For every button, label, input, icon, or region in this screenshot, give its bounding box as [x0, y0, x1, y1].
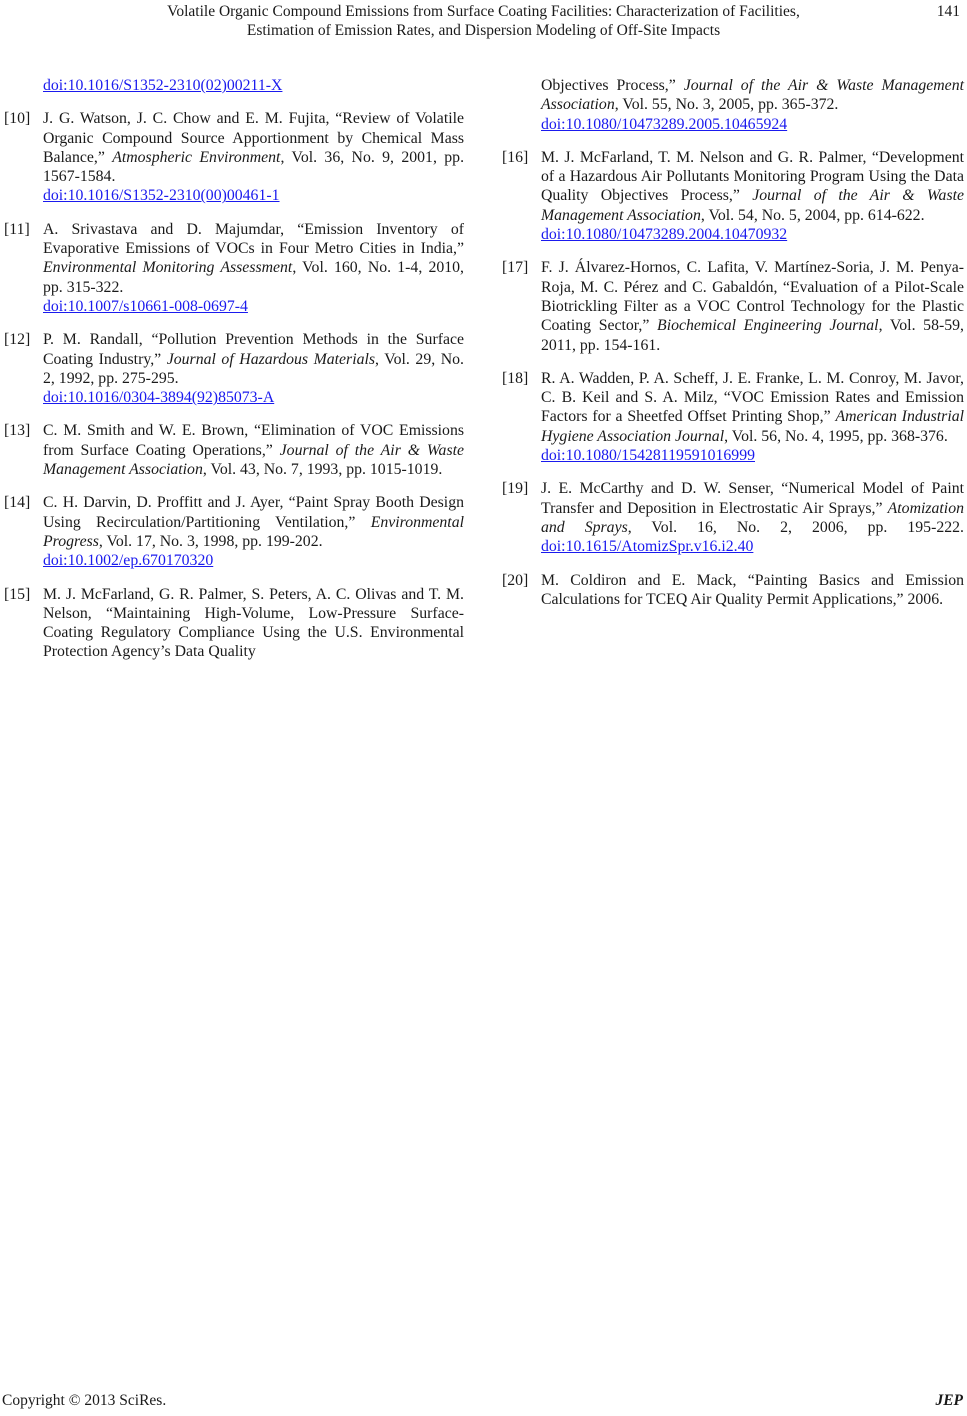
- reference-text: M. J. McFarland, G. R. Palmer, S. Peters, A. C. Olivas and T. M. Nelson, “Maintaining High-Volume, Low-Pressure Surface-Coating Regulatory Compliance Using the U.S. Environmental Protection Agency’s Data Quality: [43, 585, 464, 661]
- reference-body: [541, 258, 964, 354]
- page-footer: [0, 1392, 967, 1412]
- reference-text: R. A. Wadden, P. A. Scheff, J. E. Franke, L. M. Conroy, M. Javor, C. B. Keil and S. A. Milz, “VOC Emission Rates and Emission Factors for a Sheetfed Offset Printing Shop,”: [541, 369, 964, 426]
- left-column: [4, 76, 464, 676]
- reference-entry: [502, 258, 964, 354]
- reference-number: [10]: [4, 110, 31, 128]
- reference-body: [541, 571, 964, 610]
- reference-details: , Vol. 16, No. 2, 2006, pp. 195-222.: [627, 518, 964, 536]
- reference-body: [43, 330, 464, 407]
- continued-reference-doi: [4, 76, 464, 95]
- reference-details: , Vol. 36, No. 9, 2001, pp. 1567-1584.: [43, 148, 465, 186]
- doi-link[interactable]: doi:10.1016/S1352-2310(02)00211-X: [43, 77, 283, 94]
- reference-number: [11]: [4, 220, 30, 238]
- reference-number: [17]: [502, 259, 529, 277]
- reference-text: F. J. Álvarez-Hornos, C. Lafita, V. Martínez-Soria, J. M. Penya-Roja, M. C. Pérez and C. Gabaldón, “Evaluation of a Pilot-Scale Biotrickling Filter as a VOC Control Technology for the Plastic Coating Sector,”: [541, 259, 964, 335]
- reference-details: , Vol. 43, No. 7, 1993, pp. 1015-1019.: [202, 461, 443, 479]
- reference-number: [12]: [4, 331, 31, 349]
- reference-details: , Vol. 56, No. 4, 1995, pp. 368-376.: [724, 427, 948, 445]
- reference-journal: Journal of the Air & Waste Management Association: [541, 77, 964, 114]
- reference-details: , Vol. 160, No. 1-4, 2010, pp. 315-322.: [43, 259, 465, 296]
- reference-journal: Atmospheric Environment: [112, 148, 281, 166]
- right-column: [502, 76, 964, 623]
- doi-link[interactable]: doi:10.1080/10473289.2004.10470932: [541, 226, 788, 244]
- doi-link[interactable]: doi:10.1080/10473289.2005.10465924: [541, 115, 788, 133]
- reference-journal: Journal of the Air & Waste Management Association: [43, 441, 464, 479]
- reference-number: [15]: [4, 585, 31, 603]
- copyright-notice: Copyright © 2013 SciRes.: [2, 1392, 167, 1409]
- reference-journal: Atomization and Sprays: [541, 499, 964, 536]
- doi-link[interactable]: doi:10.1016/S1352-2310(00)00461-1: [43, 187, 280, 205]
- reference-journal: Journal of Hazardous Materials: [166, 350, 376, 368]
- reference-entry: [502, 369, 964, 465]
- reference-body: [43, 220, 464, 316]
- reference-details: , Vol. 54, No. 5, 2004, pp. 614-622.: [700, 206, 925, 224]
- doi-link[interactable]: doi:10.1002/ep.670170320: [43, 552, 214, 570]
- reference-details: , Vol. 55, No. 3, 2005, pp. 365-372.: [614, 96, 839, 114]
- reference-number: [16]: [502, 148, 529, 166]
- reference-text: M. J. McFarland, T. M. Nelson and G. R. Palmer, “Development of a Hazardous Air Pollutants Monitoring Program Using the Data Quality Objectives Process,”: [541, 148, 964, 205]
- reference-details: , Vol. 58-59, 2011, pp. 154-161.: [541, 317, 964, 354]
- reference-text: A. Srivastava and D. Majumdar, “Emission Inventory of Evaporative Emissions of VOCs in Four Metro Cities in India,”: [43, 220, 464, 258]
- reference-entry: [4, 220, 464, 316]
- reference-entry: [502, 479, 964, 556]
- header-title-line-1: Volatile Organic Compound Emissions from Surface Coating Facilities: Characterization of Facilities,: [167, 3, 800, 20]
- reference-number: [14]: [4, 494, 31, 512]
- reference-journal: Environmental Progress: [43, 513, 464, 550]
- doi-link[interactable]: doi:10.1016/0304-3894(92)85073-A: [43, 389, 275, 407]
- reference-details: , Vol. 29, No. 2, 1992, pp. 275-295.: [43, 350, 464, 387]
- reference-number: [13]: [4, 422, 31, 440]
- reference-number: [19]: [502, 480, 529, 498]
- reference-text: J. G. Watson, J. C. Chow and E. M. Fujita, “Review of Volatile Organic Compound Source Apportionment by Chemical Mass Balance,”: [43, 110, 464, 166]
- doi-link[interactable]: doi:10.1007/s10661-008-0697-4: [43, 297, 248, 315]
- journal-abbreviation: JEP: [935, 1392, 963, 1409]
- reference-body: [43, 109, 464, 205]
- reference-journal: Journal of the Air & Waste Management Association: [541, 187, 964, 224]
- reference-text: C. H. Darvin, D. Proffitt and J. Ayer, “Paint Spray Booth Design Using Recirculation/Partitioning Ventilation,”: [43, 494, 464, 531]
- reference-body: [541, 148, 964, 244]
- reference-list-left: [4, 109, 464, 661]
- page-number: 141: [936, 3, 960, 20]
- reference-body: [43, 421, 464, 479]
- reference-body: [43, 585, 464, 662]
- doi-link[interactable]: doi:10.1080/15428119591016999: [541, 447, 755, 465]
- reference-entry: [4, 493, 464, 570]
- reference-text: J. E. McCarthy and D. W. Senser, “Numerical Model of Paint Transfer and Deposition in Electrostatic Air Sprays,”: [541, 480, 964, 517]
- reference-entry: [4, 585, 464, 662]
- reference-entry: [502, 571, 964, 610]
- header-title-line-2: Estimation of Emission Rates, and Dispersion Modeling of Off-Site Impacts: [246, 22, 721, 39]
- reference-entry: [502, 148, 964, 244]
- reference-body: [541, 369, 964, 465]
- reference-journal: Environmental Monitoring Assessment: [43, 259, 293, 277]
- reference-text: C. M. Smith and W. E. Brown, “Elimination of VOC Emissions from Surface Coating Operations,”: [43, 422, 464, 459]
- reference-journal: Biochemical Engineering Journal: [657, 317, 879, 335]
- doi-link[interactable]: doi:10.1615/AtomizSpr.v16.i2.40: [541, 538, 754, 556]
- reference-body: [43, 493, 464, 570]
- continued-reference: [502, 76, 964, 134]
- reference-text: P. M. Randall, “Pollution Prevention Methods in the Surface Coating Industry,”: [43, 331, 464, 368]
- reference-entry: [4, 109, 464, 205]
- reference-text: M. Coldiron and E. Mack, “Painting Basics and Emission Calculations for TCEQ Air Quality Permit Applications,” 2006.: [541, 571, 964, 608]
- reference-entry: [4, 330, 464, 407]
- reference-text: Objectives Process,”: [541, 77, 684, 94]
- reference-number: [20]: [502, 571, 529, 589]
- reference-list-right: [502, 148, 964, 609]
- reference-number: [18]: [502, 369, 529, 387]
- reference-entry: [4, 421, 464, 479]
- reference-body: [541, 479, 964, 556]
- reference-journal: American Industrial Hygiene Association Journal: [541, 408, 964, 445]
- reference-details: , Vol. 17, No. 3, 1998, pp. 199-202.: [98, 532, 323, 550]
